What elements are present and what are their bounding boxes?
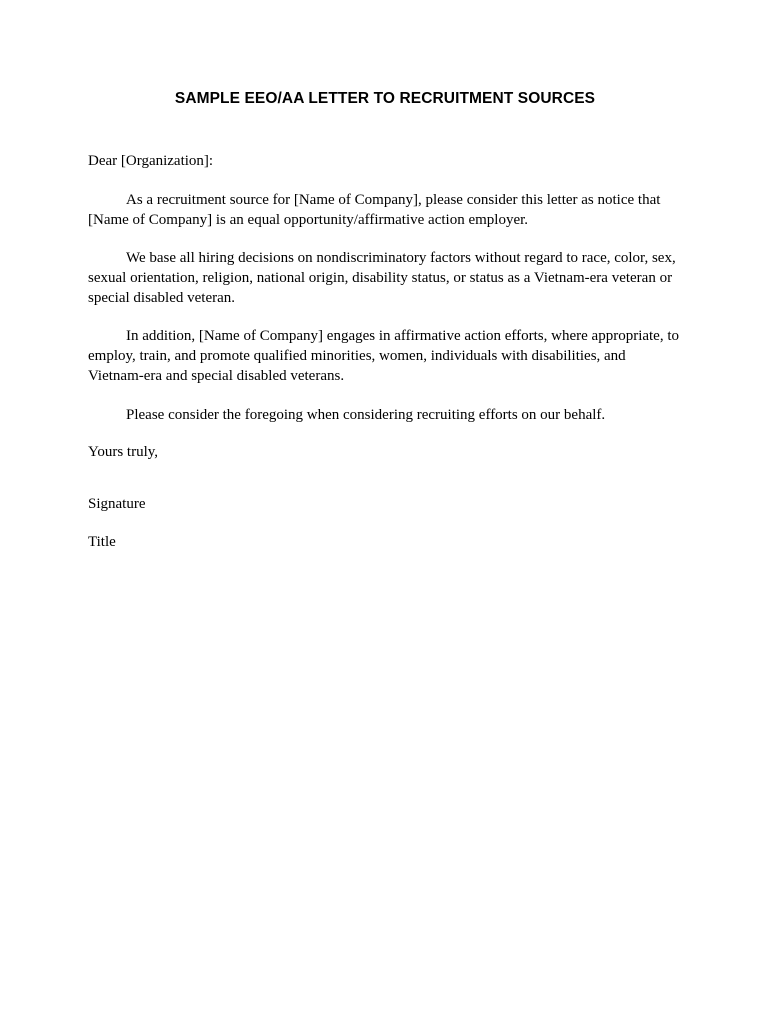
signature-label: Signature xyxy=(88,496,146,513)
closing-line: Yours truly, xyxy=(88,443,159,460)
page-title: SAMPLE EEO/AA LETTER TO RECRUITMENT SOURCES xyxy=(174,90,596,107)
title-label: Title xyxy=(88,534,116,551)
body-paragraph-3: In addition, [Name of Company] engages in affirmative action efforts, where appropriate, to employ, train, and promote qualified minorities, women, individuals with disabilities, and Vietnam-era and special disabled veterans. xyxy=(88,328,680,385)
body-paragraph-2: We base all hiring decisions on nondiscriminatory factors without regard to race, color, sex, sexual orientation, religion, national origin, disability status, or status as a Vietnam-era veteran or special disabled veteran. xyxy=(88,249,676,307)
salutation-line: Dear [Organization]: xyxy=(88,153,214,169)
body-paragraph-1: As a recruitment source for [Name of Company], please consider this letter as notice that [Name of Company] is an equal opportunity/affirmative action employer. xyxy=(88,191,661,228)
body-paragraph-4: Please consider the foregoing when considering recruiting efforts on our behalf. xyxy=(126,406,606,423)
